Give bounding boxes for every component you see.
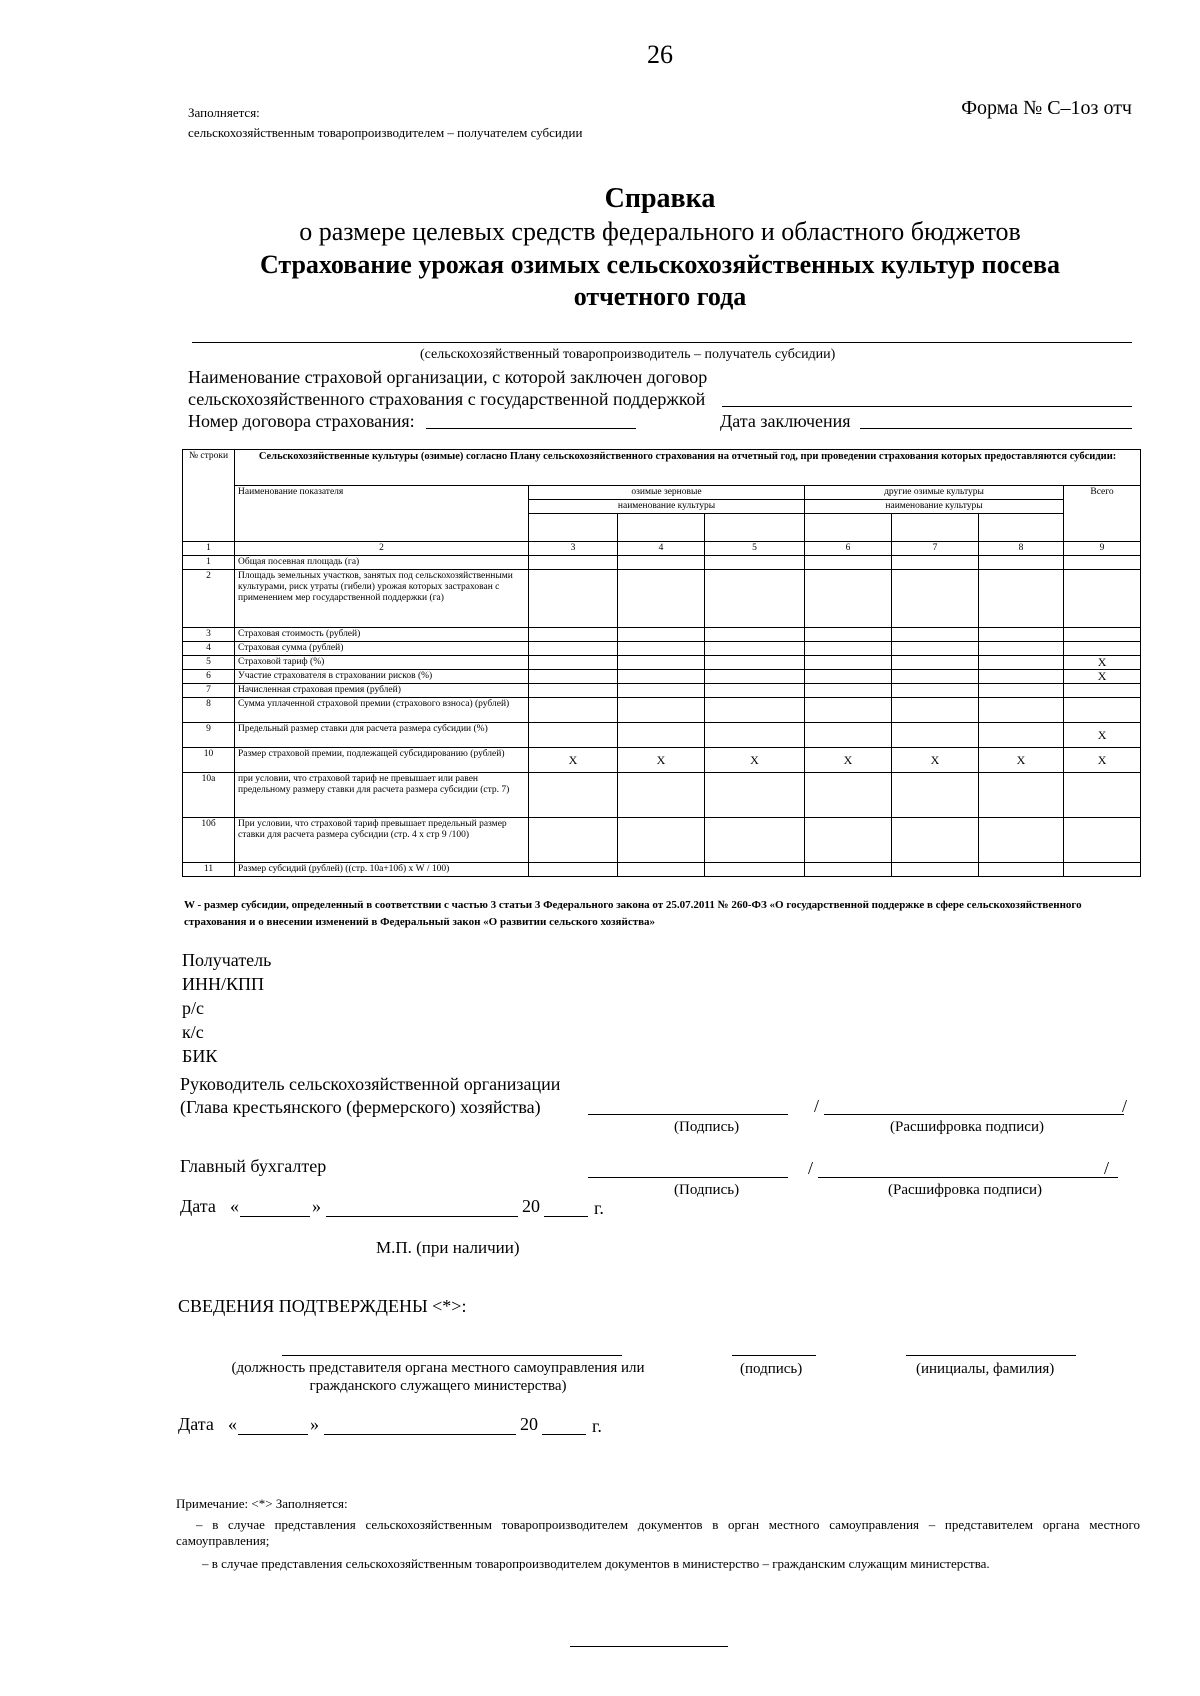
value-cell[interactable] [805,656,892,670]
row-name: Размер субсидий (рублей) ((стр. 10а+10б) х W / 100) [235,863,529,877]
stamp-note: М.П. (при наличии) [376,1238,520,1257]
crop-cell[interactable] [979,514,1064,542]
value-cell[interactable] [892,628,979,642]
row-name: При условии, что страховой тариф превышает предельный размер ставки для расчета размера субсидии (стр. 4 х стр 9 /100) [235,818,529,863]
row-name: Общая посевная площадь (га) [235,556,529,570]
value-cell[interactable] [529,628,618,642]
value-cell[interactable] [1064,556,1141,570]
value-cell[interactable] [529,556,618,570]
year-prefix: 20 [522,1196,540,1216]
insurer-label-line1: Наименование страховой организации, с которой заключен договор [188,367,708,387]
row-name: Площадь земельных участков, занятых под сельскохозяйственными культурами, риск утраты (гибели) урожая которых застрахован с применением мер государственной поддержки (га) [235,570,529,628]
value-cell[interactable] [618,698,705,723]
official-position-field[interactable] [282,1355,622,1356]
row-no: 11 [183,863,235,877]
head-decoding-caption: (Расшифровка подписи) [890,1119,1044,1135]
official-name-field[interactable] [906,1355,1076,1356]
row-name: Сумма уплаченной страховой премии (страхового взноса) (рублей) [235,698,529,723]
row-name: Страховая сумма (рублей) [235,642,529,656]
value-cell[interactable] [529,818,618,863]
row-name: Предельный размер ставки для расчета размера субсидии (%) [235,723,529,748]
value-cell[interactable] [892,698,979,723]
value-cell[interactable] [705,863,805,877]
value-cell[interactable] [705,723,805,748]
value-cell[interactable] [892,818,979,863]
other-winter-header: другие озимые культуры [805,486,1064,500]
x-mark: X [979,748,1064,773]
x-mark: X [1064,670,1141,684]
value-cell[interactable] [805,863,892,877]
footer-divider [570,1646,728,1647]
date-quote-open: « [230,1196,239,1216]
head-signature-field[interactable] [588,1114,788,1115]
x-mark: X [1064,748,1141,773]
value-cell[interactable] [892,684,979,698]
row-name: при условии, что страховой тариф не превышает или равен предельному размеру ставки для расчета размера субсидии (стр. 7) [235,773,529,818]
row-name: Страховой тариф (%) [235,656,529,670]
value-cell[interactable] [705,628,805,642]
date-day-field[interactable] [240,1216,310,1217]
col-number: 2 [235,542,529,556]
x-mark: X [529,748,618,773]
value-cell[interactable] [529,670,618,684]
row-name: Участие страхователя в страховании рисков (%) [235,670,529,684]
official-name-caption: (инициалы, фамилия) [916,1361,1055,1377]
value-cell[interactable] [529,723,618,748]
value-cell[interactable] [1064,642,1141,656]
value-cell[interactable] [892,723,979,748]
date-label: Дата [178,1414,214,1434]
insurer-label-line2: сельскохозяйственного страхования с государственной поддержкой [188,389,706,409]
value-cell[interactable] [979,698,1064,723]
row-no: 7 [183,684,235,698]
contract-date-label: Дата заключения [720,411,851,431]
bik-label: БИК [182,1046,218,1066]
official-signature-field[interactable] [732,1355,816,1356]
head-signature-caption: (Подпись) [674,1119,740,1135]
col-number: 8 [979,542,1064,556]
subsidy-table [182,449,1141,877]
accountant-decoding-field[interactable] [818,1177,1118,1178]
note-title: Примечание: <*> Заполняется: [176,1496,348,1511]
accountant-decoding-caption: (Расшифровка подписи) [888,1182,1042,1198]
value-cell[interactable] [1064,818,1141,863]
table-row [183,818,1141,863]
value-cell[interactable] [979,628,1064,642]
slash: / [814,1096,820,1116]
winter-grain-header: озимые зерновые [529,486,805,500]
contract-number-field[interactable] [426,428,636,429]
row-name: Размер страховой премии, подлежащей субсидированию (рублей) [235,748,529,773]
crop-cell[interactable] [618,514,705,542]
crop-name-header: наименование культуры [529,500,805,514]
contract-number-label: Номер договора страхования: [188,411,415,431]
value-cell[interactable] [979,570,1064,628]
value-cell[interactable] [805,773,892,818]
row-name: Страховая стоимость (рублей) [235,628,529,642]
page-number: 26 [647,40,673,69]
value-cell[interactable] [618,723,705,748]
x-mark: X [1064,723,1141,748]
value-cell[interactable] [805,556,892,570]
value-cell[interactable] [618,818,705,863]
date-quote-close: » [312,1196,321,1216]
table-row [183,628,1141,642]
value-cell[interactable] [892,642,979,656]
head-label-line2: (Глава крестьянского (фермерского) хозяйства) [180,1097,541,1117]
value-cell[interactable] [705,698,805,723]
table-row [183,698,1141,723]
table-row [183,656,1141,670]
table-row [183,570,1141,628]
producer-caption: (сельскохозяйственный товаропроизводитель – получатель субсидии) [420,347,836,362]
value-cell[interactable] [618,656,705,670]
value-cell[interactable] [805,628,892,642]
value-cell[interactable] [529,642,618,656]
value-cell[interactable] [892,570,979,628]
crop-cell[interactable] [705,514,805,542]
date-quote-open: « [228,1414,237,1434]
value-cell[interactable] [1064,570,1141,628]
note-item2: – в случае представления сельскохозяйственным товаропроизводителем документов в министерство – гражданским служащим министерства. [202,1556,990,1571]
insurer-field-line[interactable] [722,406,1132,407]
year-suffix: г. [592,1416,602,1436]
value-cell[interactable] [805,670,892,684]
form-number: Форма № С–1оз отч [961,97,1132,119]
row-name: Начисленная страховая премия (рублей) [235,684,529,698]
value-cell[interactable] [1064,773,1141,818]
row-no: 9 [183,723,235,748]
value-cell[interactable] [979,863,1064,877]
x-mark: X [705,748,805,773]
date-month-field[interactable] [324,1434,516,1435]
crop-name-header: наименование культуры [805,500,1064,514]
value-cell[interactable] [705,818,805,863]
table-row [183,642,1141,656]
total-header: Всего [1064,486,1141,542]
row-no: 3 [183,628,235,642]
value-cell[interactable] [529,698,618,723]
value-cell[interactable] [705,773,805,818]
fill-note-line2: сельскохозяйственным товаропроизводителем – получателем субсидии [188,125,583,140]
col-number: 9 [1064,542,1141,556]
col-number: 7 [892,542,979,556]
value-cell[interactable] [705,684,805,698]
table-row [183,556,1141,570]
footnote: W - размер субсидии, определенный в соответствии с частью 3 статьи 3 Федерального закона от 25.07.2011 № 260-ФЗ «О государственной поддержке в сфере сельскохозяйственного страхования и о внесении изменений в Федеральный закон «О развитии сельского хозяйства» [184,899,1082,928]
confirmed-heading: СВЕДЕНИЯ ПОДТВЕРЖДЕНЫ <*>: [178,1296,467,1316]
date-label: Дата [180,1196,216,1216]
value-cell[interactable] [529,656,618,670]
official-signature-caption: (подпись) [740,1361,803,1377]
col-number: 3 [529,542,618,556]
value-cell[interactable] [1064,628,1141,642]
producer-field-line[interactable] [192,342,1132,343]
insurance-title-line2: отчетного года [573,282,747,311]
row-no: 6 [183,670,235,684]
date-year-field[interactable] [544,1216,588,1217]
value-cell[interactable] [529,684,618,698]
year-suffix: г. [594,1198,604,1218]
recipient-block [182,948,271,1068]
value-cell[interactable] [705,570,805,628]
value-cell[interactable] [892,773,979,818]
col-row-no-header: № строки [183,450,235,542]
slash: / [808,1158,814,1178]
value-cell[interactable] [979,773,1064,818]
value-cell[interactable] [705,556,805,570]
col-number: 5 [705,542,805,556]
value-cell[interactable] [705,656,805,670]
x-mark: X [892,748,979,773]
value-cell[interactable] [1064,863,1141,877]
fill-note-line1: Заполняется: [188,105,260,120]
crop-cell[interactable] [892,514,979,542]
value-cell[interactable] [529,863,618,877]
column-number-row [183,542,1141,556]
year-prefix: 20 [520,1414,538,1434]
value-cell[interactable] [979,670,1064,684]
value-cell[interactable] [979,556,1064,570]
document-title: Справка [604,183,716,214]
value-cell[interactable] [618,684,705,698]
row-no: 5 [183,656,235,670]
row-no: 2 [183,570,235,628]
crops-header: Сельскохозяйственные культуры (озимые) согласно Плану сельскохозяйственного страхования на отчетный год, при проведении страхования которых предоставляются субсидии: [235,450,1141,486]
row-no: 10 [183,748,235,773]
value-cell[interactable] [805,684,892,698]
value-cell[interactable] [618,642,705,656]
value-cell[interactable] [1064,684,1141,698]
value-cell[interactable] [618,670,705,684]
crop-cell[interactable] [529,514,618,542]
insurance-title [0,249,1200,313]
ks-label: к/с [182,1022,204,1042]
value-cell[interactable] [618,773,705,818]
table-row [183,748,1141,773]
table-row [183,670,1141,684]
value-cell[interactable] [1064,698,1141,723]
table-row [183,684,1141,698]
date-year-field[interactable] [542,1434,586,1435]
value-cell[interactable] [618,628,705,642]
value-cell[interactable] [705,642,805,656]
date-month-field[interactable] [326,1216,518,1217]
official-position-caption: (должность представителя органа местного самоуправления или гражданского служащего министерства) [231,1360,645,1394]
slash: / [1122,1096,1128,1116]
inn-label: ИНН/КПП [182,974,265,994]
col-number: 4 [618,542,705,556]
table-row [183,723,1141,748]
row-no: 8 [183,698,235,723]
value-cell[interactable] [705,670,805,684]
value-cell[interactable] [805,698,892,723]
accountant-signature-caption: (Подпись) [674,1182,740,1198]
note-item1: – в случае представления сельскохозяйственным товаропроизводителем документов в орган местного самоуправления – представителем органа местного самоуправления; [176,1517,1140,1548]
accountant-signature-field[interactable] [588,1177,788,1178]
date-quote-close: » [310,1414,319,1434]
col-number: 1 [183,542,235,556]
document-subtitle: о размере целевых средств федерального и областного бюджетов [299,217,1021,246]
col-number: 6 [805,542,892,556]
value-cell[interactable] [979,642,1064,656]
date-day-field[interactable] [238,1434,308,1435]
value-cell[interactable] [529,773,618,818]
value-cell[interactable] [618,863,705,877]
x-mark: X [805,748,892,773]
value-cell[interactable] [805,642,892,656]
insurance-title-line1: Страхование урожая озимых сельскохозяйственных культур посева [259,250,1061,279]
head-label-line1: Руководитель сельскохозяйственной организации [180,1074,561,1094]
crop-cell[interactable] [805,514,892,542]
value-cell[interactable] [979,723,1064,748]
value-cell[interactable] [979,684,1064,698]
table-row [183,773,1141,818]
value-cell[interactable] [618,556,705,570]
value-cell[interactable] [529,570,618,628]
head-decoding-field[interactable] [824,1114,1124,1115]
value-cell[interactable] [979,818,1064,863]
slash: / [1104,1158,1110,1178]
fill-note [188,103,582,143]
recipient-label: Получатель [182,950,272,970]
x-mark: X [618,748,705,773]
value-cell[interactable] [805,723,892,748]
indicator-name-header: Наименование показателя [235,486,529,542]
accountant-label: Главный бухгалтер [180,1156,327,1176]
value-cell[interactable] [892,863,979,877]
x-mark: X [1064,656,1141,670]
value-cell[interactable] [618,570,705,628]
rs-label: р/с [182,998,204,1018]
value-cell[interactable] [892,656,979,670]
row-no: 4 [183,642,235,656]
table-row [183,863,1141,877]
value-cell[interactable] [805,818,892,863]
contract-date-field[interactable] [860,428,1132,429]
value-cell[interactable] [979,656,1064,670]
value-cell[interactable] [892,556,979,570]
row-no: 10а [183,773,235,818]
row-no: 1 [183,556,235,570]
value-cell[interactable] [892,670,979,684]
row-no: 10б [183,818,235,863]
value-cell[interactable] [805,570,892,628]
